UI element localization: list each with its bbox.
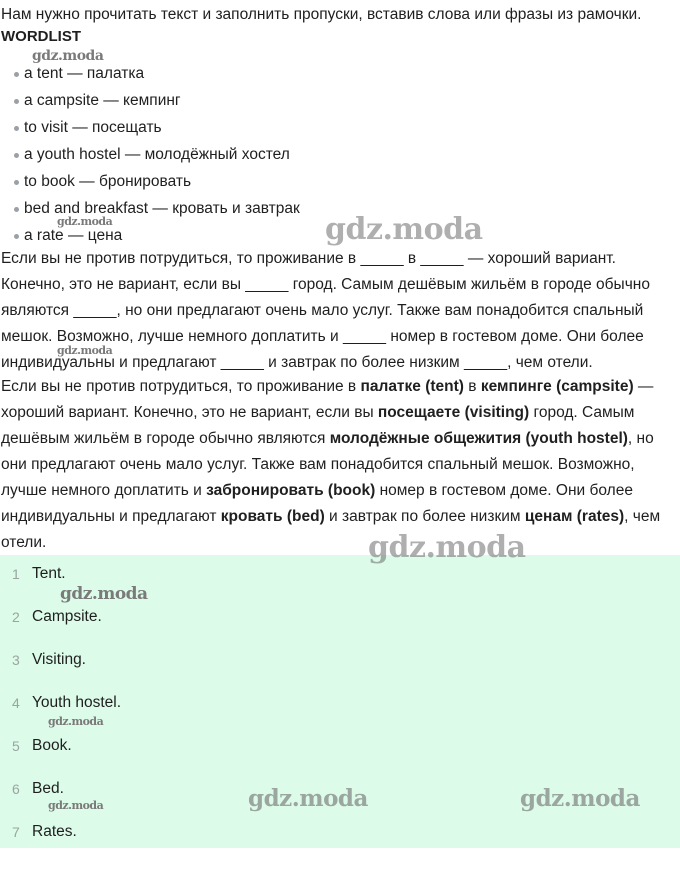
answers-panel bbox=[0, 555, 680, 848]
answer-highlight: кровать (bed) bbox=[220, 508, 325, 525]
watermark: gdz.moda bbox=[57, 215, 113, 228]
wordlist-item: to visit — посещать bbox=[0, 117, 300, 144]
wordlist-item: a tent — палатка bbox=[0, 63, 300, 90]
answer-number: 1 bbox=[12, 566, 20, 582]
bullet-icon bbox=[14, 234, 19, 239]
bullet-icon bbox=[14, 72, 19, 77]
answer-highlight: молодёжные общежития (youth hostel) bbox=[329, 430, 628, 447]
answer-number: 4 bbox=[12, 695, 20, 711]
answer-text: Book. bbox=[32, 737, 72, 754]
bullet-icon bbox=[14, 99, 19, 104]
wordlist-item: a youth hostel — молодёжный хостел bbox=[0, 144, 300, 171]
bullet-icon bbox=[14, 180, 19, 185]
answer-number: 3 bbox=[12, 652, 20, 668]
watermark: gdz.moda bbox=[57, 344, 113, 357]
answer-highlight: ценам (rates) bbox=[524, 508, 625, 525]
wordlist-item: bed and breakfast — кровать и завтрак bbox=[0, 198, 300, 225]
bullet-icon bbox=[14, 153, 19, 158]
watermark: gdz.moda bbox=[325, 212, 483, 247]
watermark: gdz.moda bbox=[48, 715, 104, 728]
answer-number: 5 bbox=[12, 738, 20, 754]
answer-highlight: забронировать (book) bbox=[206, 482, 376, 499]
bullet-icon bbox=[14, 207, 19, 212]
solution-text: Если вы не против потрудиться, то проживание в палатке (tent) в кемпинге (campsite) — хороший вариант. Конечно, это не вариант, если вы посещаете (visiting) город. Самым дешёвым жильём в городе обычно являются молодёжные общежития (youth hostel), но они предлагают очень мало услуг. Также вам понадобится спальный мешок. Возможно, лучше немного доплатить и забронировать (book) номер в гостевом доме. Они более индивидуальны и предлагают кровать (bed) и завтрак по более низким ценам (rates), чем отели. bbox=[1, 378, 661, 551]
wordlist-item: a rate — цена bbox=[0, 225, 300, 252]
wordlist-item: to book — бронировать bbox=[0, 171, 300, 198]
answer-highlight: кемпинге (campsite) bbox=[480, 378, 634, 395]
watermark: gdz.moda bbox=[368, 530, 526, 565]
answer-text: Visiting. bbox=[32, 651, 86, 668]
wordlist-item: a campsite — кемпинг bbox=[0, 90, 300, 117]
wordlist bbox=[0, 63, 300, 252]
answer-number: 7 bbox=[12, 824, 20, 840]
task-text: Если вы не против потрудиться, то проживание в _____ в _____ — хороший вариант. Конечно, это не вариант, если вы _____ город. Самым дешёвым жильём в городе обычно являются _____, но они предлагают очень мало услуг. Также вам понадобится спальный мешок. Возможно, лучше немного доплатить и _____ номер в гостевом доме. Они более индивидуальны и предлагают _____ и завтрак по более низким _____, чем отели. bbox=[1, 250, 650, 371]
watermark: gdz.moda bbox=[520, 785, 640, 812]
answer-text: Tent. bbox=[32, 565, 66, 582]
watermark: gdz.moda bbox=[248, 785, 368, 812]
answer-number: 6 bbox=[12, 781, 20, 797]
answer-text: Campsite. bbox=[32, 608, 102, 625]
answer-highlight: посещаете (visiting) bbox=[377, 404, 530, 421]
task-instruction: Нам нужно прочитать текст и заполнить пропуски, вставив слова или фразы из рамочки. bbox=[1, 6, 642, 23]
bullet-icon bbox=[14, 126, 19, 131]
watermark: gdz.moda bbox=[32, 48, 104, 64]
watermark: gdz.moda bbox=[60, 584, 148, 604]
answer-text: Bed. bbox=[32, 780, 64, 797]
answer-text: Rates. bbox=[32, 823, 77, 840]
answer-text: Youth hostel. bbox=[32, 694, 122, 711]
wordlist-title: WORDLIST bbox=[1, 28, 81, 45]
watermark: gdz.moda bbox=[48, 799, 104, 812]
answer-highlight: палатке (tent) bbox=[360, 378, 464, 395]
answer-number: 2 bbox=[12, 609, 20, 625]
